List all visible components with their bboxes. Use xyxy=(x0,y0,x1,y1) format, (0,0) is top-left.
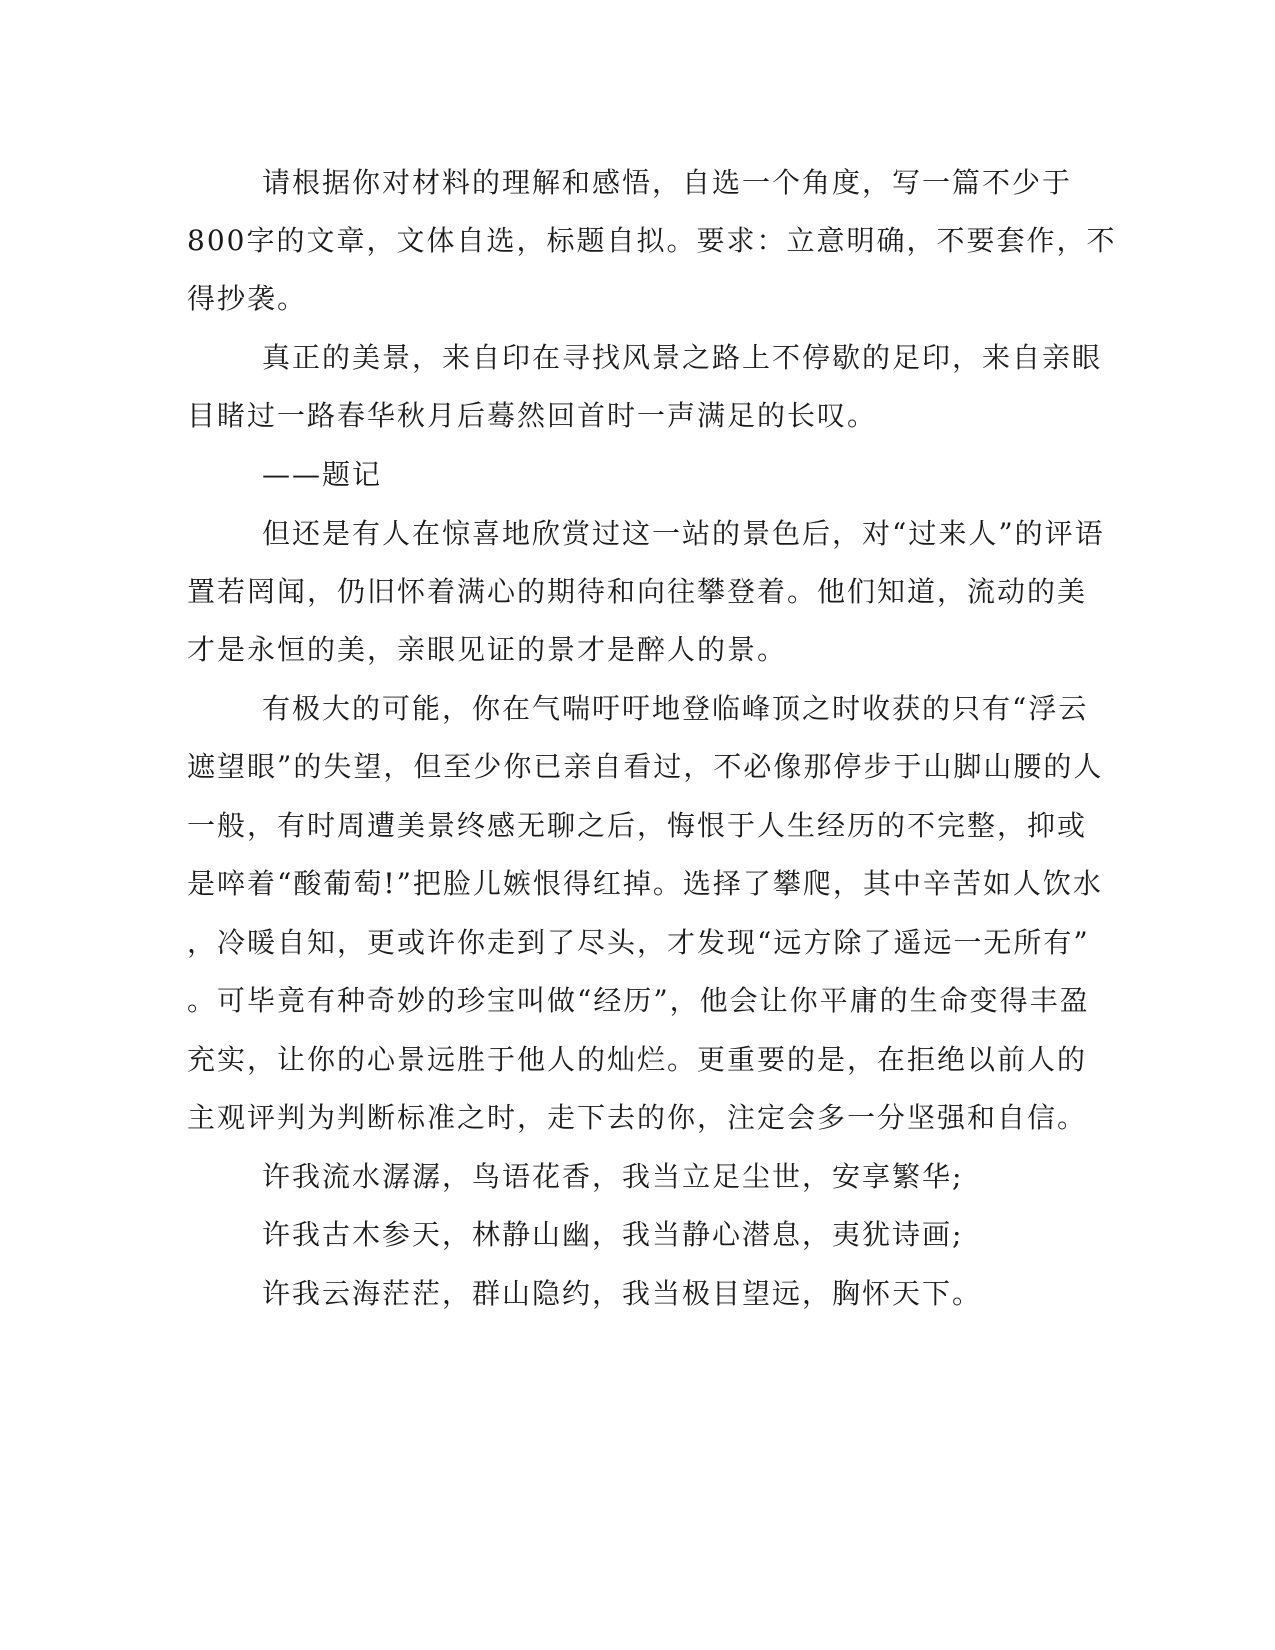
text-line: 800字的文章，文体自选，标题自拟。要求：立意明确，不要套作，不 xyxy=(187,224,1117,257)
text-line: 得抄袭。 xyxy=(187,282,308,315)
text-line: ，冷暖自知，更或许你走到了尽头，才发现“远方除了遥远一无所有” xyxy=(187,926,1090,959)
verse-line: 许我古木参天，林静山幽，我当静心潜息，夷犹诗画; xyxy=(262,1218,964,1251)
text-line: 遮望眼”的失望，但至少你已亲自看过，不必像那停步于山脚山腰的人 xyxy=(187,750,1104,783)
text-line: 是啐着“酸葡萄!”把脸儿嫉恨得红掉。选择了攀爬，其中辛苦如人饮水 xyxy=(187,867,1103,900)
text-line: 真正的美景，来自印在寻找风景之路上不停歇的足印，来自亲眼 xyxy=(262,341,1103,374)
text-line: 主观评判为判断标准之时，走下去的你，注定会多一分坚强和自信。 xyxy=(187,1101,1088,1134)
text-line: 置若罔闻，仍旧怀着满心的期待和向往攀登着。他们知道，流动的美 xyxy=(187,575,1088,608)
text-line: 才是永恒的美，亲眼见证的景才是醉人的景。 xyxy=(187,633,788,666)
verse-line: 许我流水潺潺，鸟语花香，我当立足尘世，安享繁华; xyxy=(262,1160,964,1193)
text-line: 但还是有人在惊喜地欣赏过这一站的景色后，对“过来人”的评语 xyxy=(262,517,1105,550)
text-line: 充实，让你的心景远胜于他人的灿烂。更重要的是，在拒绝以前人的 xyxy=(187,1043,1088,1076)
epigraph-attribution: ——题记 xyxy=(262,458,383,491)
text-line: 有极大的可能，你在气喘吁吁地登临峰顶之时收获的只有“浮云 xyxy=(262,692,1089,725)
text-line: 。可毕竟有种奇妙的珍宝叫做“经历”，他会让你平庸的生命变得丰盈 xyxy=(187,984,1090,1017)
text-line: 目睹过一路春华秋月后蓦然回首时一声满足的长叹。 xyxy=(187,399,878,432)
text-line: 一般，有时周遭美景终感无聊之后，悔恨于人生经历的不完整，抑或 xyxy=(187,809,1088,842)
verse-line: 许我云海茫茫，群山隐约，我当极目望远，胸怀天下。 xyxy=(262,1277,983,1310)
text-line: 请根据你对材料的理解和感悟，自选一个角度，写一篇不少于 xyxy=(262,166,1073,199)
